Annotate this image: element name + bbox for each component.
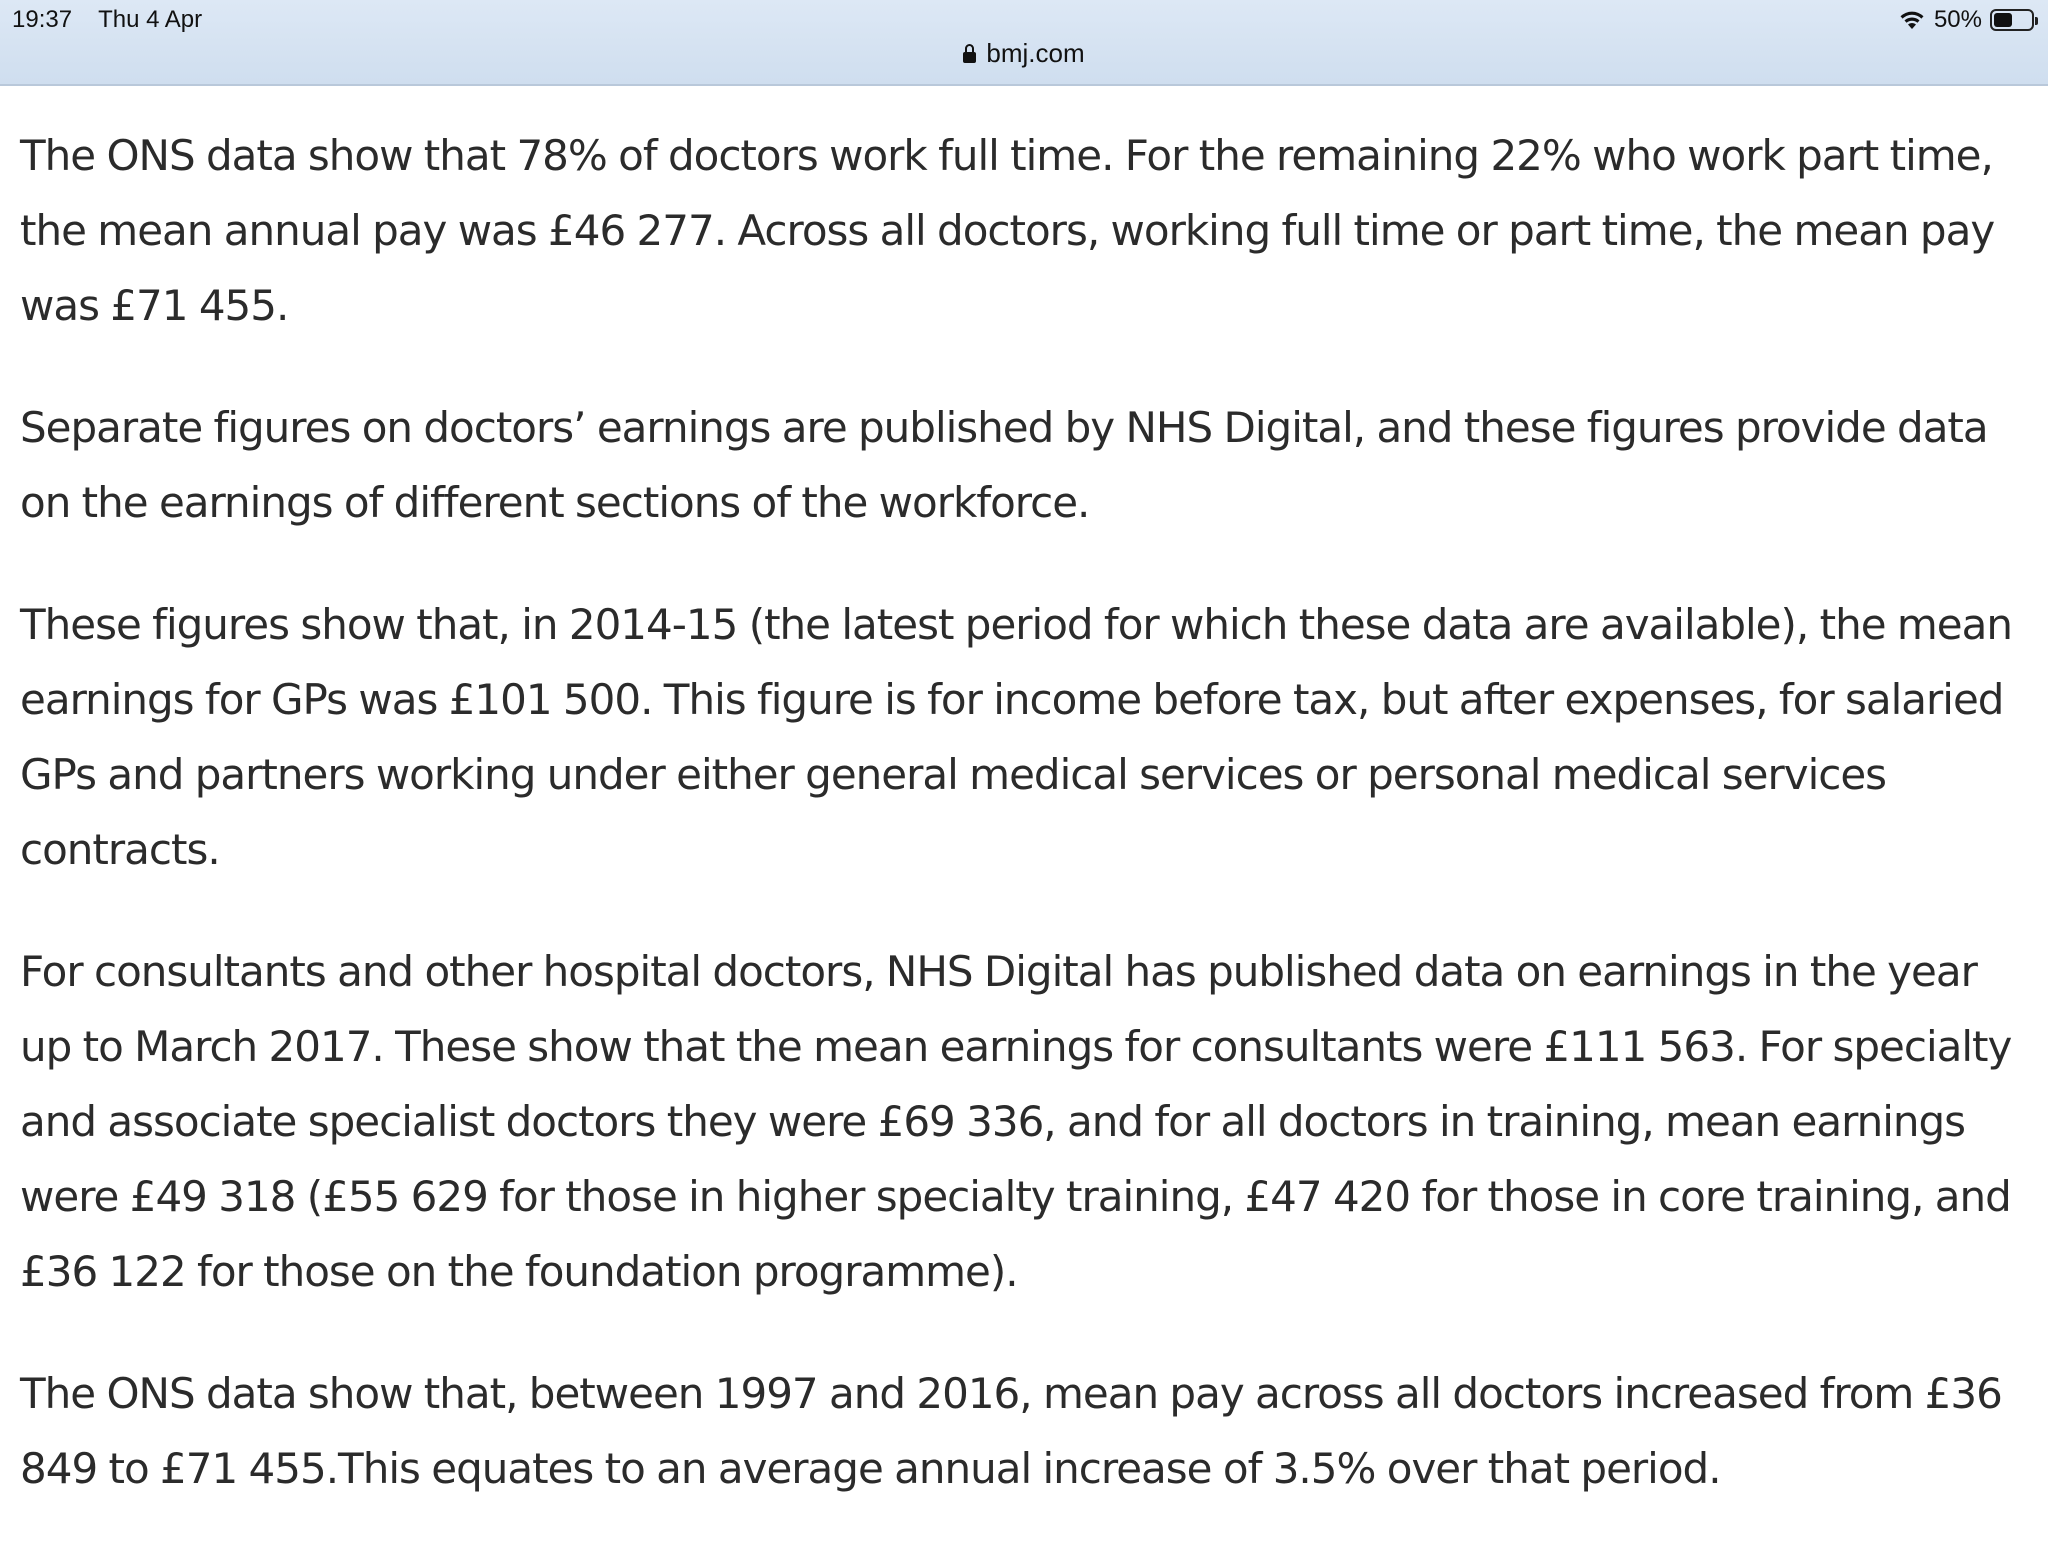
battery-nub: [2035, 17, 2038, 25]
status-bar: [0, 0, 2048, 86]
address-bar[interactable]: [0, 38, 2048, 69]
paragraph: These figures show that, in 2014-15 (the latest period for which these data are available), the mean earnings for GPs was £101 500. This figure is for income before tax, but after expenses, for salaried GPs and partners working under either general medical services or personal medical services contracts.: [20, 600, 2012, 874]
status-left: [12, 6, 202, 34]
url-text: bmj.com: [986, 38, 1085, 68]
status-time: 19:37: [12, 6, 73, 33]
paragraph: Separate figures on doctors’ earnings are published by NHS Digital, and these figures provide data on the earnings of different sections of the workforce.: [20, 403, 1988, 527]
paragraph: The ONS data show that, between 1997 and 2016, mean pay across all doctors increased from £36 849 to £71 455.This equates to an average annual increase of 3.5% over that period.: [20, 1369, 2002, 1493]
paragraph: For consultants and other hospital doctors, NHS Digital has published data on earnings in the year up to March 2017. These show that the mean earnings for consultants were £111 563. For specialty and associate specialist doctors they were £69 336, and for all doctors in training, mean earnings were £49 318 (£55 629 for those in higher specialty training, £47 420 for those in core training, and £36 122 for those on the foundation programme).: [20, 947, 2012, 1296]
battery-percent: 50%: [1933, 6, 1982, 33]
article-body: [20, 118, 2030, 1553]
status-right: [1898, 6, 2034, 34]
battery-fill: [1994, 13, 2012, 27]
lock-icon: [963, 52, 976, 63]
wifi-icon: [1898, 8, 1926, 32]
paragraph: The ONS data show that 78% of doctors work full time. For the remaining 22% who work part time, the mean annual pay was £46 277. Across all doctors, working full time or part time, the mean pay was £71 455.: [20, 131, 1995, 330]
status-date: Thu 4 Apr: [98, 6, 203, 33]
battery-icon: [1990, 9, 2034, 31]
